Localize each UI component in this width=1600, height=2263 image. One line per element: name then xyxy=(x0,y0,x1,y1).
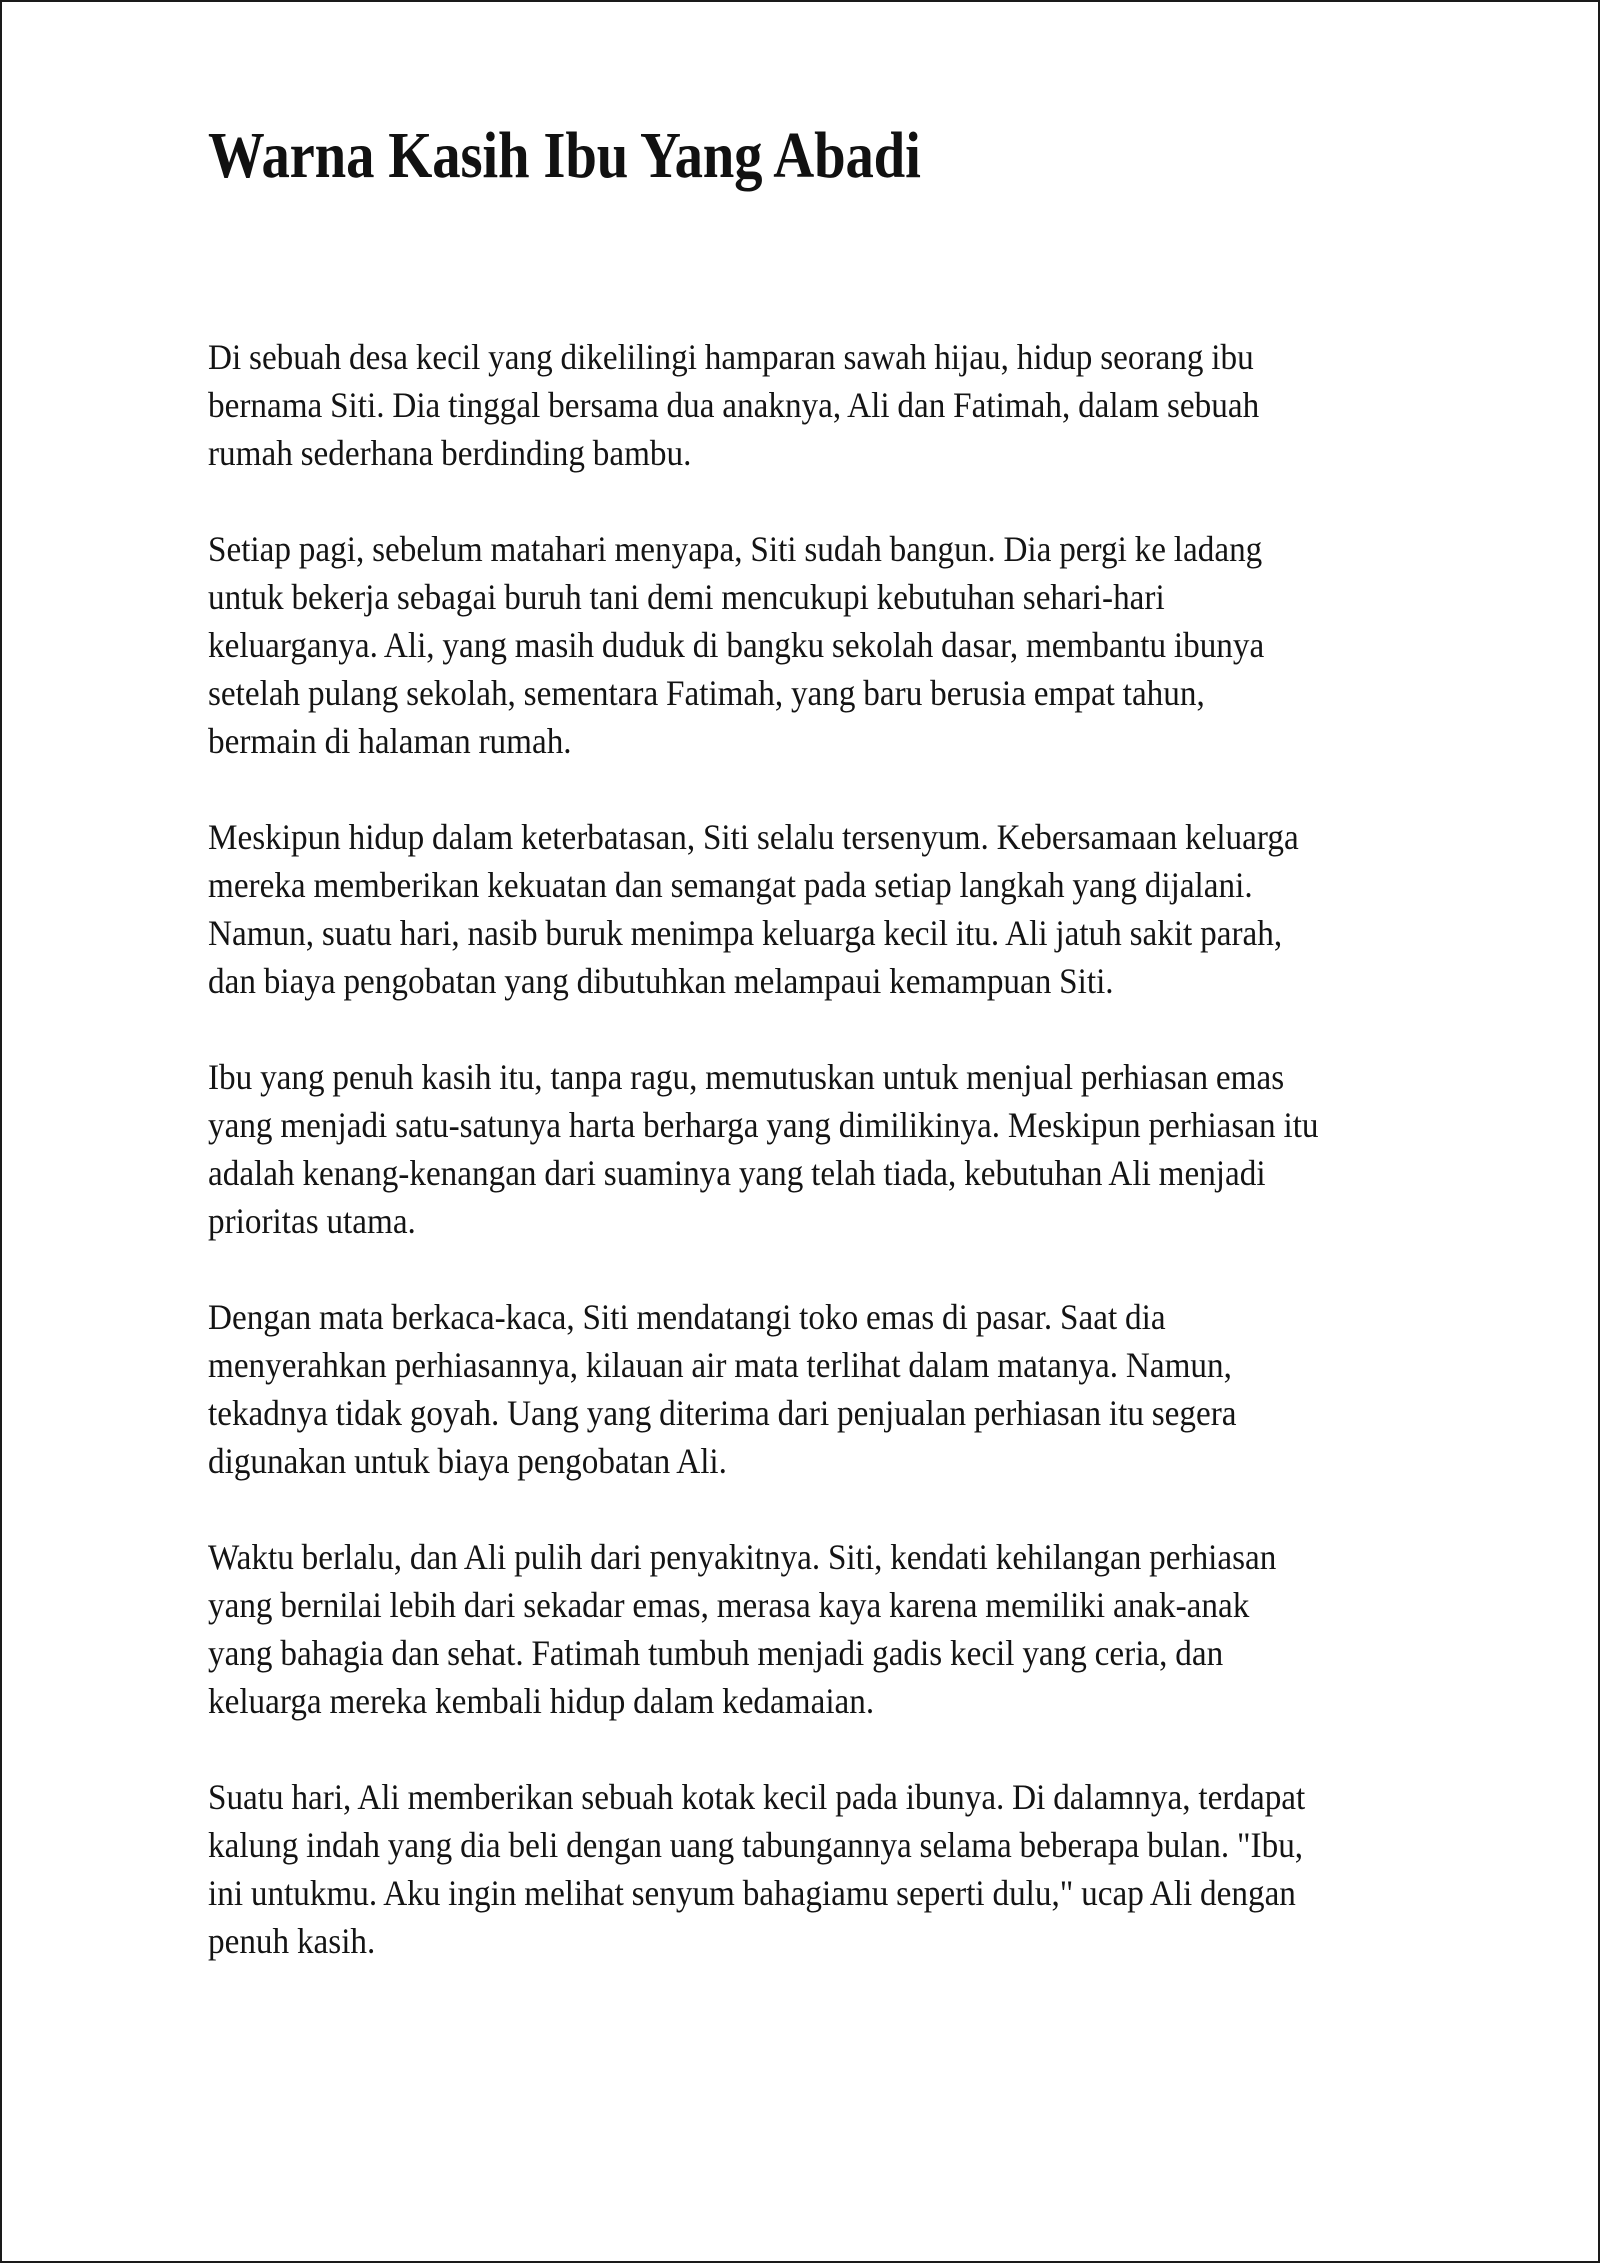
body-paragraph: Waktu berlalu, dan Ali pulih dari penyakitnya. Siti, kendati kehilangan perhiasan yang bernilai lebih dari sekadar emas, merasa kaya karena memiliki anak-anak yang bahagia dan sehat. Fatimah tumbuh menjadi gadis kecil yang ceria, dan keluarga mereka kembali hidup dalam kedamaian. xyxy=(208,1537,1277,1722)
body-paragraph: Ibu yang penuh kasih itu, tanpa ragu, memutuskan untuk menjual perhiasan emas yang menjadi satu-satunya harta berharga yang dimilikinya. Meskipun perhiasan itu adalah kenang-kenangan dari suaminya yang telah tiada, kebutuhan Ali menjadi prioritas utama. xyxy=(208,1057,1319,1242)
body-paragraph: Di sebuah desa kecil yang dikelilingi hamparan sawah hijau, hidup seorang ibu bernama Siti. Dia tinggal bersama dua anaknya, Ali dan Fatimah, dalam sebuah rumah sederhana berdinding bambu. xyxy=(208,337,1260,474)
document-body xyxy=(208,333,1392,1965)
body-paragraph: Meskipun hidup dalam keterbatasan, Siti selalu tersenyum. Kebersamaan keluarga mereka memberikan kekuatan dan semangat pada setiap langkah yang dijalani. Namun, suatu hari, nasib buruk menimpa keluarga kecil itu. Ali jatuh sakit parah, dan biaya pengobatan yang dibutuhkan melampaui kemampuan Siti. xyxy=(208,817,1299,1002)
page-content-area xyxy=(2,2,1598,1965)
body-paragraph: Setiap pagi, sebelum matahari menyapa, Siti sudah bangun. Dia pergi ke ladang untuk bekerja sebagai buruh tani demi mencukupi kebutuhan sehari-hari keluarganya. Ali, yang masih duduk di bangku sekolah dasar, membantu ibunya setelah pulang sekolah, sementara Fatimah, yang baru berusia empat tahun, bermain di halaman rumah. xyxy=(208,529,1265,762)
body-paragraph: Dengan mata berkaca-kaca, Siti mendatangi toko emas di pasar. Saat dia menyerahkan perhiasannya, kilauan air mata terlihat dalam matanya. Namun, tekadnya tidak goyah. Uang yang diterima dari penjualan perhiasan itu segera digunakan untuk biaya pengobatan Ali. xyxy=(208,1297,1237,1482)
page-title: Warna Kasih Ibu Yang Abadi xyxy=(208,119,921,192)
body-paragraph: Suatu hari, Ali memberikan sebuah kotak kecil pada ibunya. Di dalamnya, terdapat kalung indah yang dia beli dengan uang tabungannya selama beberapa bulan. "Ibu, ini untukmu. Aku ingin melihat senyum bahagiamu seperti dulu," ucap Ali dengan penuh kasih. xyxy=(208,1777,1306,1962)
